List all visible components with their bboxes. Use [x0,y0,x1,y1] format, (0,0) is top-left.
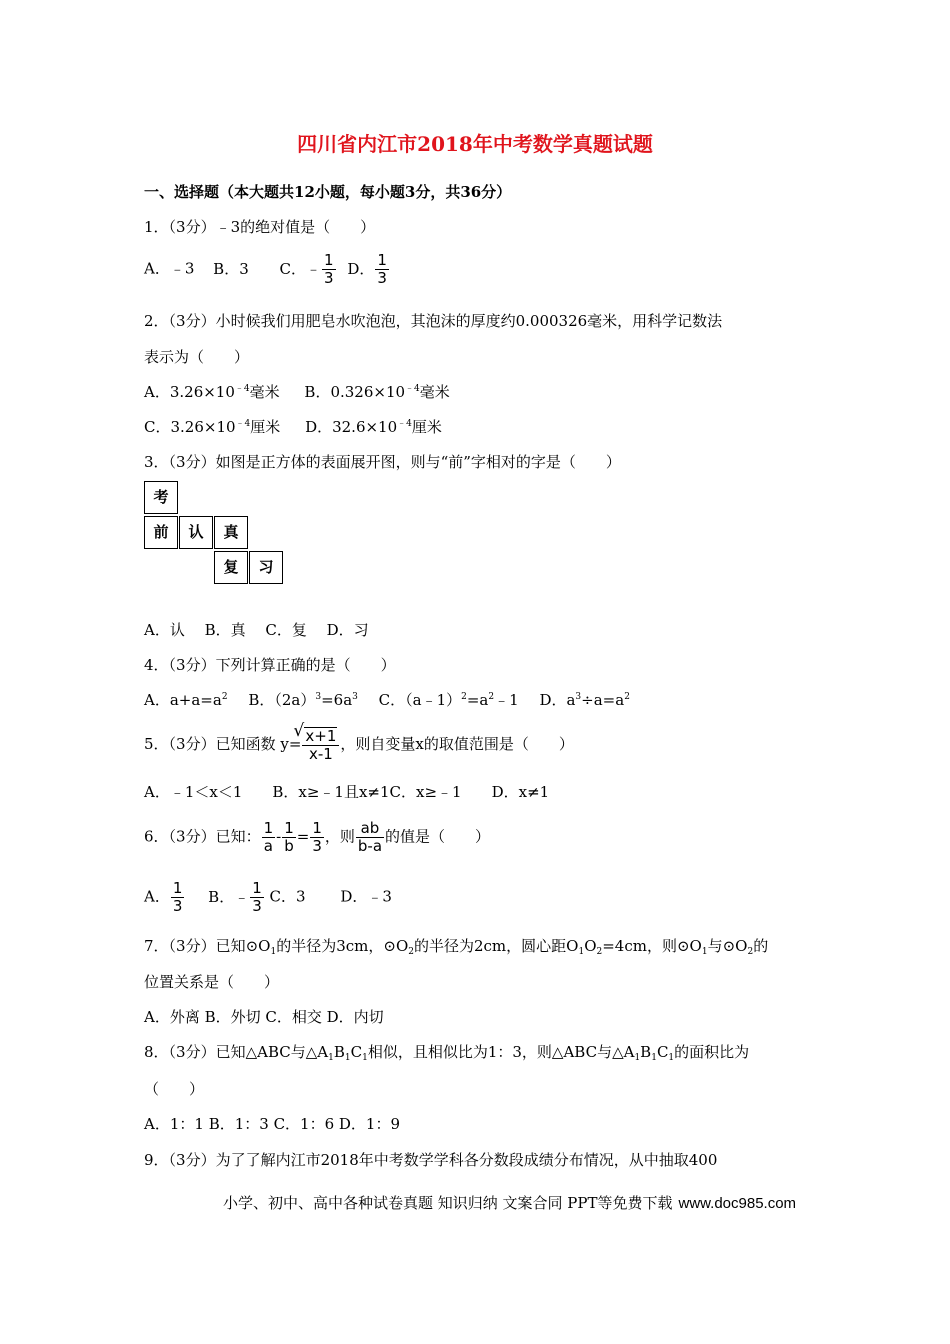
question-4-options: A．$a+a=a^2$ B．$(2a)^3=6a^3$ C．$(a﹣1)^2=a^2﹣1$ D．$a^3\div a=a^2$ [144,691,630,709]
question-8-stem-cont: （ ） [144,1080,205,1098]
question-5-stem: 5．（3分）已知函数 y= √ $\frac{x+1}{x-1}$ ，则自变量x的取值范围是（ ） [144,727,574,763]
question-8-stem: 8．（3分）已知△ABC与$\triangle A_1B_1C_1$相似，且相似比为1：3，则△ABC与$\triangle A_1B_1C_1$的面积比为 [144,1043,750,1063]
question-1-stem: 1．（3分）﹣3的绝对值是（ ） [144,218,376,236]
cube-net-figure [144,481,286,587]
question-3-stem: 3．（3分）如图是正方体的表面展开图，则与“前”字相对的字是（ ） [144,453,621,471]
q1-option-d-fraction: $\frac{1}{3}$ [377,251,387,287]
question-6-stem: 6．（3分）已知： $\frac{1}{a}$ - $\frac{1}{b}$ = $\frac{1}{3}$ ，则 $\frac{ab}{b-a}$ 的值是（ ） [144,819,491,855]
page-title: 四川省内江市2018年中考数学真题试题 [297,132,653,156]
q1-option-c-sign: ﹣ [306,259,322,278]
q2-option-c: C．3.26×10 [144,418,236,436]
question-2-stem-cont: 表示为（ ） [144,348,250,366]
footer-text: 小学、初中、高中各种试卷真题 知识归纳 文案合同 PPT等免费下载 [223,1194,673,1212]
question-2-options-cd: C．$3.26\times 10^{﹣4}$厘米 D．$32.6\times 10^{﹣4}$厘米 [144,418,442,436]
question-2-options-ab: A．$3.26\times 10^{﹣4}$毫米 B．$0.326\times 10^{﹣4}$毫米 [144,383,450,401]
q1-option-a: A．﹣3 [144,259,195,278]
q2-option-b: B．0.326×10 [304,383,406,401]
question-4-stem: 4．（3分）下列计算正确的是（ ） [144,656,396,674]
q2-option-d: D．32.6×10 [305,418,398,436]
q1-option-c-fraction: $\frac{1}{3}$ [324,251,334,287]
q1-option-d-label: D． [347,259,375,278]
footer-url[interactable]: www.doc985.com [678,1195,797,1212]
question-7-stem-cont: 位置关系是（ ） [144,973,280,991]
net-cell-xi: 习 [249,551,283,584]
net-cell-zhen: 真 [214,516,248,549]
question-5-options: A．﹣1＜x＜1 B．x≥﹣1且x≠1C．x≥﹣1 D．x≠1 [144,783,550,801]
question-8-options: A．1：1 B．1：3 C．1：6 D．1：9 [144,1115,401,1133]
q1-option-c-label: C． [279,259,307,278]
net-cell-ren: 认 [179,516,213,549]
q5-function-fraction: √ $\frac{x+1}{x-1}$ [302,727,339,763]
net-cell-kao: 考 [144,481,178,514]
question-1-options [144,252,390,287]
question-2-stem: 2．（3分）小时候我们用肥皂水吹泡泡，其泡沫的厚度约0.000326毫米，用科学记数法 [144,312,723,330]
question-9-stem: 9．（3分）为了了解内江市2018年中考数学学科各分数段成绩分布情况，从中抽取400 [144,1151,718,1169]
footer [223,1192,796,1213]
q1-option-b: B．3 [213,259,249,278]
question-7-options: A．外离 B．外切 C．相交 D．内切 [144,1008,384,1026]
net-cell-fu: 复 [214,551,248,584]
question-6-options: A． $\frac{1}{3}$ B．﹣ $\frac{1}{3}$ C．3 D．﹣3 [144,879,392,915]
q2-option-a: A．3.26×10 [144,383,235,401]
question-3-options: A．认 B．真 C．复 D．习 [144,621,369,639]
question-7-stem: 7．（3分）已知$⊙O_1$的半径为3cm，$⊙O_2$的半径为2cm，圆心距$O_1O_2=4cm$，则$⊙O_1$与$⊙O_2$的 [144,937,769,957]
section-heading: 一、选择题（本大题共12小题，每小题3分，共36分） [144,183,512,201]
net-cell-qian: 前 [144,516,178,549]
